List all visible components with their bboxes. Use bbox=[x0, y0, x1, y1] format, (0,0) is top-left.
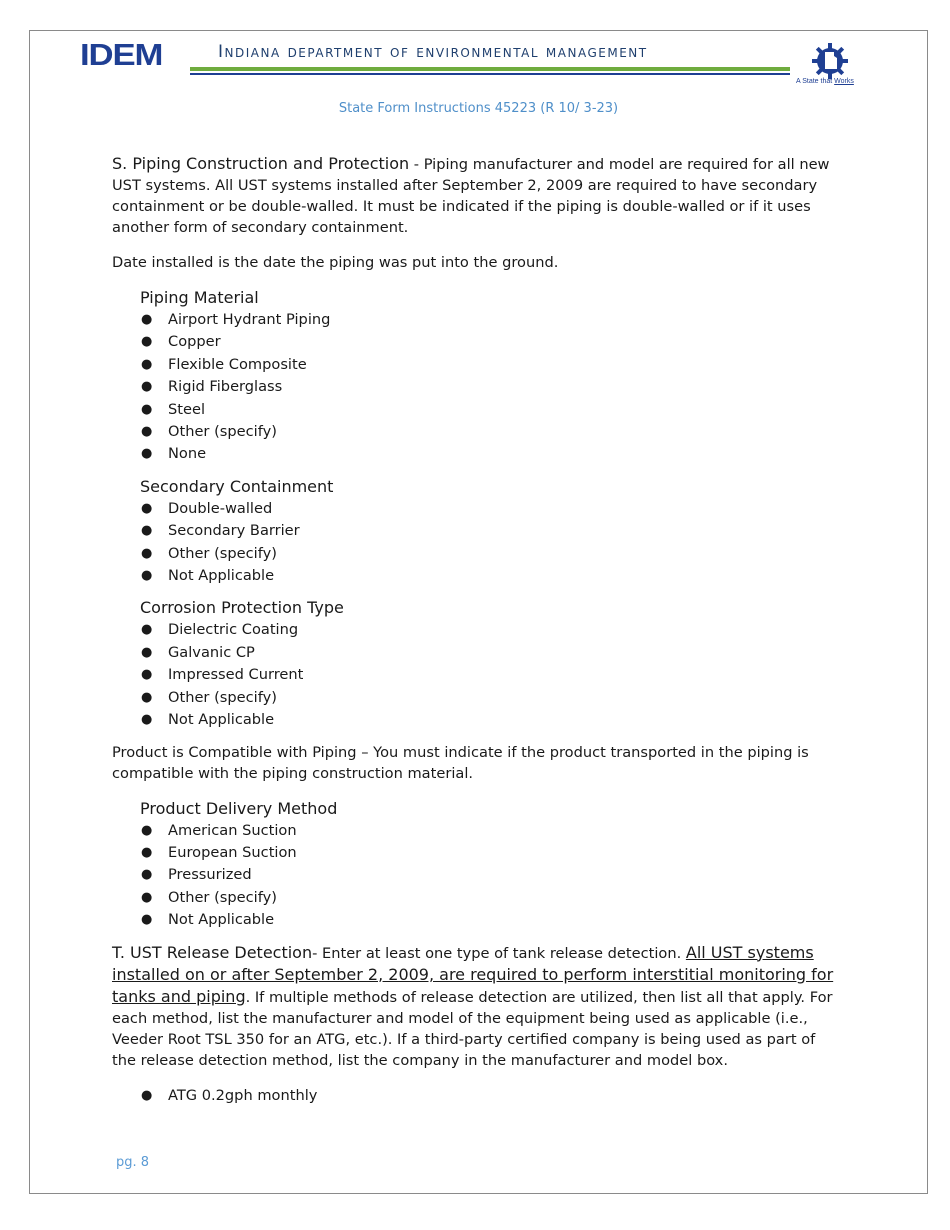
header-rule-green bbox=[190, 67, 790, 71]
bullet-icon: ● bbox=[141, 523, 153, 539]
bullet-icon: ● bbox=[141, 401, 153, 417]
bullet-icon: ● bbox=[141, 889, 153, 905]
secondary-containment-title: Secondary Containment bbox=[140, 476, 334, 496]
list-item: ● Airport Hydrant Piping bbox=[112, 309, 834, 331]
list-item: ● Dielectric Coating bbox=[112, 619, 834, 641]
list-item: ● Other (specify) bbox=[112, 687, 834, 709]
bullet-icon: ● bbox=[141, 844, 153, 860]
bullet-icon: ● bbox=[141, 867, 153, 883]
bullet-icon: ● bbox=[141, 622, 153, 638]
list-item: ● None bbox=[112, 443, 834, 465]
bullet-icon: ● bbox=[141, 545, 153, 561]
section-t-intro: T. UST Release Detection- Enter at least one type of tank release detection. All UST systems installed on or after September 2, 2009, are required to perform interstitial monitoring for tanks and piping. If multiple methods of release detection are utilized, then list all that apply. For each method, list the manufacturer and model of the equipment being used as applicable (i.e., Veeder Root TSL 350 for an ATG, etc.). If a third-party certified company is being used as part of the release detection method, list the company in the manufacturer and model box. bbox=[112, 942, 834, 1069]
bullet-icon: ● bbox=[141, 379, 153, 395]
bullet-icon: ● bbox=[141, 446, 153, 462]
list-item: ● Not Applicable bbox=[112, 909, 834, 931]
piping-material-title: Piping Material bbox=[140, 288, 259, 307]
form-identifier: State Form Instructions 45223 (R 10/ 3-23) bbox=[338, 101, 619, 116]
bullet-icon: ● bbox=[141, 644, 153, 660]
bullet-icon: ● bbox=[141, 356, 153, 372]
list-item: ● Steel bbox=[112, 399, 834, 421]
section-s-heading: S. Piping Construction and Protection bbox=[112, 154, 410, 173]
list-item: ● Other (specify) bbox=[112, 887, 834, 909]
list-item: ● American Suction bbox=[112, 820, 834, 842]
bullet-icon: ● bbox=[141, 312, 153, 327]
seal-caption: A State that Works bbox=[796, 78, 854, 85]
interstitial-requirement: All UST systems installed on or after September 2, 2009, are required to perform interstitial monitoring for tanks and piping bbox=[112, 942, 834, 1006]
piping-material-list bbox=[112, 309, 834, 466]
bullet-icon: ● bbox=[141, 667, 153, 683]
bullet-icon: ● bbox=[141, 689, 153, 705]
delivery-method-list bbox=[112, 820, 834, 932]
delivery-method-title: Product Delivery Method bbox=[140, 798, 338, 818]
list-item: ● European Suction bbox=[112, 842, 834, 864]
document-page bbox=[29, 30, 928, 1194]
bullet-icon: ● bbox=[141, 424, 153, 440]
bullet-icon: ● bbox=[141, 912, 153, 928]
list-item: ● Not Applicable bbox=[112, 709, 834, 731]
list-item: ● Impressed Current bbox=[112, 664, 834, 686]
list-item: ● Other (specify) bbox=[112, 543, 834, 565]
page-number: pg. 8 bbox=[116, 1155, 150, 1170]
list-item: ● ATG 0.2gph monthly bbox=[112, 1085, 834, 1107]
indiana-state-seal-icon bbox=[810, 41, 850, 81]
list-item: ● Pressurized bbox=[112, 864, 834, 886]
bullet-icon: ● bbox=[141, 568, 153, 584]
header-rule-blue bbox=[190, 73, 790, 75]
compatibility-note: Product is Compatible with Piping – You must indicate if the product transported in the piping is compatible with the piping construction material. bbox=[112, 743, 809, 782]
secondary-containment-list bbox=[112, 498, 834, 588]
list-item: ● Flexible Composite bbox=[112, 354, 834, 376]
bullet-icon: ● bbox=[141, 334, 153, 350]
bullet-icon: ● bbox=[141, 822, 153, 838]
idem-logo: IDEM bbox=[80, 37, 163, 72]
corrosion-protection-list bbox=[112, 619, 834, 731]
list-item: ● Not Applicable bbox=[112, 565, 834, 587]
corrosion-protection-title: Corrosion Protection Type bbox=[140, 598, 344, 618]
list-item: ● Galvanic CP bbox=[112, 642, 834, 664]
agency-name: Indiana department of environmental management bbox=[218, 42, 648, 62]
list-item: ● Copper bbox=[112, 331, 834, 353]
bullet-icon: ● bbox=[141, 1087, 153, 1103]
list-item: ● Rigid Fiberglass bbox=[112, 376, 834, 398]
bullet-icon: ● bbox=[141, 712, 153, 728]
list-item: ● Double-walled bbox=[112, 498, 834, 520]
instructions-body bbox=[112, 153, 834, 1117]
list-item: ● Secondary Barrier bbox=[112, 520, 834, 542]
release-detection-list bbox=[112, 1085, 834, 1107]
section-t-heading: T. UST Release Detection bbox=[112, 942, 313, 962]
list-item: ● Other (specify) bbox=[112, 421, 834, 443]
date-installed-note: Date installed is the date the piping was put into the ground. bbox=[112, 254, 559, 271]
section-s-intro: S. Piping Construction and Protection - Piping manufacturer and model are required for all new UST systems. All UST systems installed after September 2, 2009 are required to have secondary containment or be double-walled. It must be indicated if the piping is double-walled or if it uses another form of secondary containment. bbox=[112, 154, 830, 236]
bullet-icon: ● bbox=[141, 500, 153, 516]
